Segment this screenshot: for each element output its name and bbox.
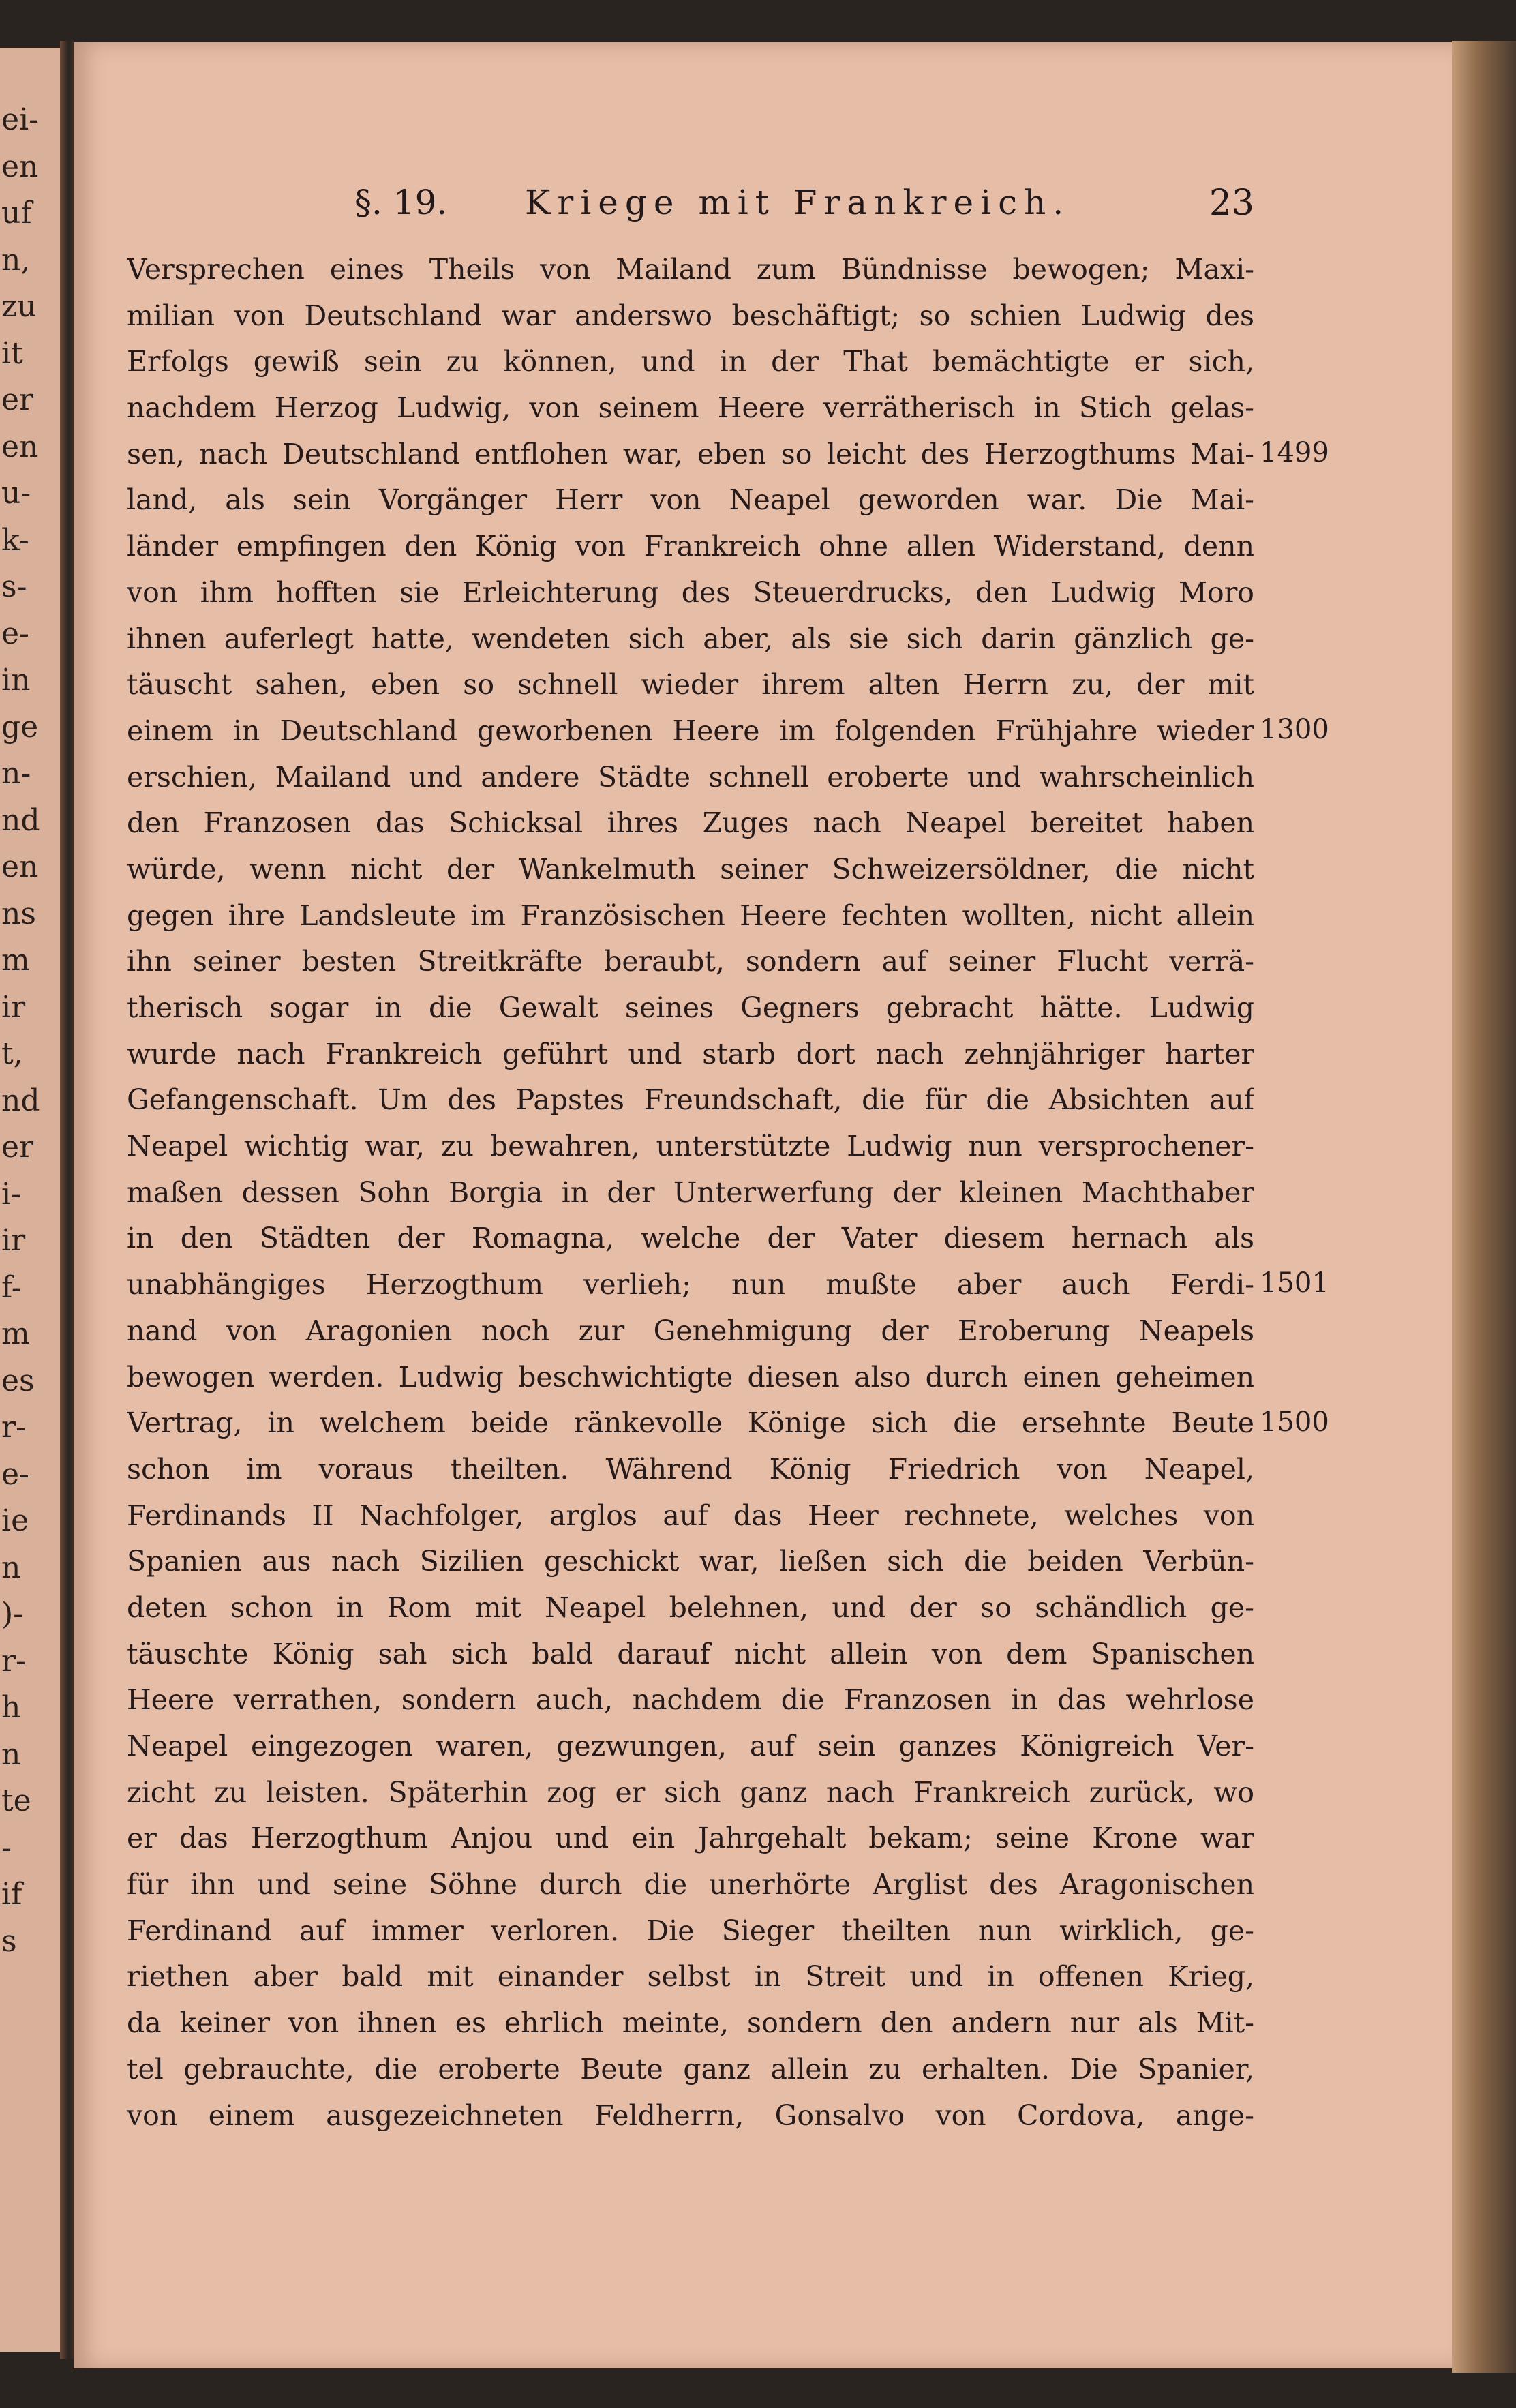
- left-page-fragment: en: [1, 429, 39, 464]
- text-line: therisch sogar in die Gewalt seines Gegners gebracht hätte. Ludwig: [127, 991, 1254, 1024]
- left-page-fragment: en: [1, 849, 39, 884]
- text-line: ihn seiner besten Streitkräfte beraubt, sondern auf seiner Flucht verrä-: [127, 945, 1254, 978]
- text-line: maßen dessen Sohn Borgia in der Unterwerfung der kleinen Machthaber: [127, 1175, 1254, 1209]
- text-line: sen, nach Deutschland entflohen war, eben so leicht des Herzogthums Mai-: [127, 437, 1254, 470]
- text-line: unabhängiges Herzogthum verlieh; nun mußte aber auch Ferdi-: [127, 1268, 1254, 1301]
- left-page-fragment: it: [1, 335, 23, 371]
- left-page-fragment: s: [1, 1923, 17, 1959]
- left-page-sliver: [0, 48, 63, 2352]
- margin-year: 1300: [1260, 714, 1329, 745]
- left-page-fragment: n: [1, 1550, 21, 1585]
- margin-year: 1500: [1260, 1406, 1329, 1438]
- text-line: Neapel wichtig war, zu bewahren, unterstützte Ludwig nun versprochener-: [127, 1130, 1254, 1163]
- text-line: gegen ihre Landsleute im Französischen Heere fechten wollten, nicht allein: [127, 899, 1254, 932]
- left-page-fragment: nd: [1, 802, 40, 838]
- text-line: zicht zu leisten. Späterhin zog er sich ganz nach Frankreich zurück, wo: [127, 1775, 1254, 1809]
- text-line: Versprechen eines Theils von Mailand zum Bündnisse bewogen; Maxi-: [127, 253, 1254, 286]
- text-line: Ferdinand auf immer verloren. Die Sieger theilten nun wirklich, ge-: [127, 1914, 1254, 1947]
- left-page-fragment: t,: [1, 1036, 23, 1071]
- left-page-fragment: m: [1, 943, 30, 978]
- left-page-fragment: u-: [1, 476, 31, 511]
- left-page-fragment: n-: [1, 756, 31, 791]
- left-page-fragment: nd: [1, 1083, 40, 1118]
- left-page-fragment: e-: [1, 1456, 29, 1492]
- text-line: Spanien aus nach Sizilien geschickt war, ließen sich die beiden Verbün-: [127, 1545, 1254, 1578]
- text-line: Gefangenschaft. Um des Papstes Freundschaft, die für die Absichten auf: [127, 1083, 1254, 1117]
- left-page-fragment: k-: [1, 522, 29, 558]
- chapter-title: Kriege mit Frankreich.: [525, 183, 1071, 222]
- margin-year: 1501: [1260, 1267, 1329, 1299]
- body-text: [127, 247, 1254, 2139]
- text-line: Erfolgs gewiß sein zu können, und in der That bemächtigte er sich,: [127, 345, 1254, 378]
- left-page-fragment: n: [1, 1736, 21, 1772]
- text-line: riethen aber bald mit einander selbst in Streit und in offenen Krieg,: [127, 1960, 1254, 1993]
- left-page-fragment: ir: [1, 989, 26, 1025]
- left-page-fragment: )-: [1, 1597, 24, 1631]
- text-line: einem in Deutschland geworbenen Heere im folgenden Frühjahre wieder: [127, 714, 1254, 747]
- left-page-fragment: ie: [1, 1503, 29, 1538]
- left-page-fragment: zu: [1, 289, 37, 324]
- text-line: für ihn und seine Söhne durch die unerhörte Arglist des Aragonischen: [127, 1868, 1254, 1901]
- text-line: Heere verrathen, sondern auch, nachdem die Franzosen in das wehrlose: [127, 1683, 1254, 1717]
- book-cover-edge: [1452, 41, 1516, 2373]
- text-line: täuschte König sah sich bald darauf nicht allein von dem Spanischen: [127, 1637, 1254, 1670]
- left-page-fragment: if: [1, 1877, 22, 1912]
- text-line: wurde nach Frankreich geführt und starb dort nach zehnjähriger harter: [127, 1037, 1254, 1070]
- section-number: §. 19.: [354, 183, 448, 222]
- left-page-fragment: ei-: [1, 102, 39, 137]
- left-page-fragment: er: [1, 1130, 34, 1164]
- text-line: würde, wenn nicht der Wankelmuth seiner Schweizersöldner, die nicht: [127, 852, 1254, 886]
- text-line: erschien, Mailand und andere Städte schnell eroberte und wahrscheinlich: [127, 760, 1254, 794]
- text-line: ihnen auferlegt hatte, wendeten sich aber, als sie sich darin gänzlich ge-: [127, 622, 1254, 655]
- text-line: täuscht sahen, eben so schnell wieder ihrem alten Herrn zu, der mit: [127, 668, 1254, 702]
- running-header: [354, 183, 1254, 230]
- margin-year: 1499: [1260, 436, 1329, 468]
- left-page-fragment: f-: [1, 1269, 22, 1305]
- text-line: milian von Deutschland war anderswo beschäftigt; so schien Ludwig des: [127, 299, 1254, 332]
- left-page-fragment: es: [1, 1363, 35, 1398]
- text-line: bewogen werden. Ludwig beschwichtigte diesen also durch einen geheimen: [127, 1360, 1254, 1394]
- text-line: Neapel eingezogen waren, gezwungen, auf sein ganzes Königreich Ver-: [127, 1730, 1254, 1762]
- left-page-fragment: i-: [1, 1176, 21, 1211]
- text-line: in den Städten der Romagna, welche der Vater diesem hernach als: [127, 1222, 1254, 1255]
- text-line: Ferdinands II Nachfolger, arglos auf das Heer rechnete, welches von: [127, 1499, 1254, 1532]
- left-page-fragment: uf: [1, 196, 32, 230]
- text-line: von einem ausgezeichneten Feldherrn, Gonsalvo von Cordova, ange-: [127, 2098, 1254, 2132]
- text-line: nand von Aragonien noch zur Genehmigung der Eroberung Neapels: [127, 1314, 1254, 1347]
- left-page-fragment: s-: [1, 569, 27, 604]
- left-page-fragment: e-: [1, 616, 29, 651]
- book-gutter: [60, 41, 74, 2359]
- text-line: nachdem Herzog Ludwig, von seinem Heere verrätherisch in Stich gelas-: [127, 391, 1254, 425]
- left-page-fragment: en: [1, 149, 39, 184]
- left-page-fragment: er: [1, 382, 34, 417]
- text-line: Vertrag, in welchem beide ränkevolle Könige sich die ersehnte Beute: [127, 1406, 1254, 1440]
- text-line: den Franzosen das Schicksal ihres Zuges nach Neapel bereitet haben: [127, 807, 1254, 840]
- left-page-fragment: n,: [1, 242, 31, 277]
- text-line: deten schon in Rom mit Neapel belehnen, und der so schändlich ge-: [127, 1591, 1254, 1624]
- left-page-fragment: m: [1, 1316, 30, 1351]
- left-page-fragment: -: [1, 1830, 12, 1865]
- text-line: er das Herzogthum Anjou und ein Jahrgehalt bekam; seine Krone war: [127, 1822, 1254, 1855]
- left-page-fragment: ge: [1, 709, 39, 744]
- text-line: tel gebrauchte, die eroberte Beute ganz allein zu erhalten. Die Spanier,: [127, 2052, 1254, 2086]
- text-line: von ihm hofften sie Erleichterung des Steuerdrucks, den Ludwig Moro: [127, 575, 1254, 609]
- text-line: länder empfingen den König von Frankreich ohne allen Widerstand, denn: [127, 530, 1254, 563]
- left-page-fragment: r-: [1, 1643, 26, 1679]
- left-page-fragment: te: [1, 1784, 31, 1818]
- left-page-fragment: h: [1, 1690, 21, 1725]
- left-page-fragment: ir: [1, 1223, 26, 1258]
- text-line: land, als sein Vorgänger Herr von Neapel geworden war. Die Mai-: [127, 483, 1254, 517]
- text-line: da keiner von ihnen es ehrlich meinte, sondern den andern nur als Mit-: [127, 2006, 1254, 2040]
- left-page-fragment: ns: [1, 896, 36, 931]
- page-number: 23: [1209, 183, 1254, 224]
- left-page-fragment: in: [1, 663, 31, 697]
- text-line: schon im voraus theilten. Während König Friedrich von Neapel,: [127, 1452, 1254, 1486]
- left-page-fragment: r-: [1, 1410, 26, 1445]
